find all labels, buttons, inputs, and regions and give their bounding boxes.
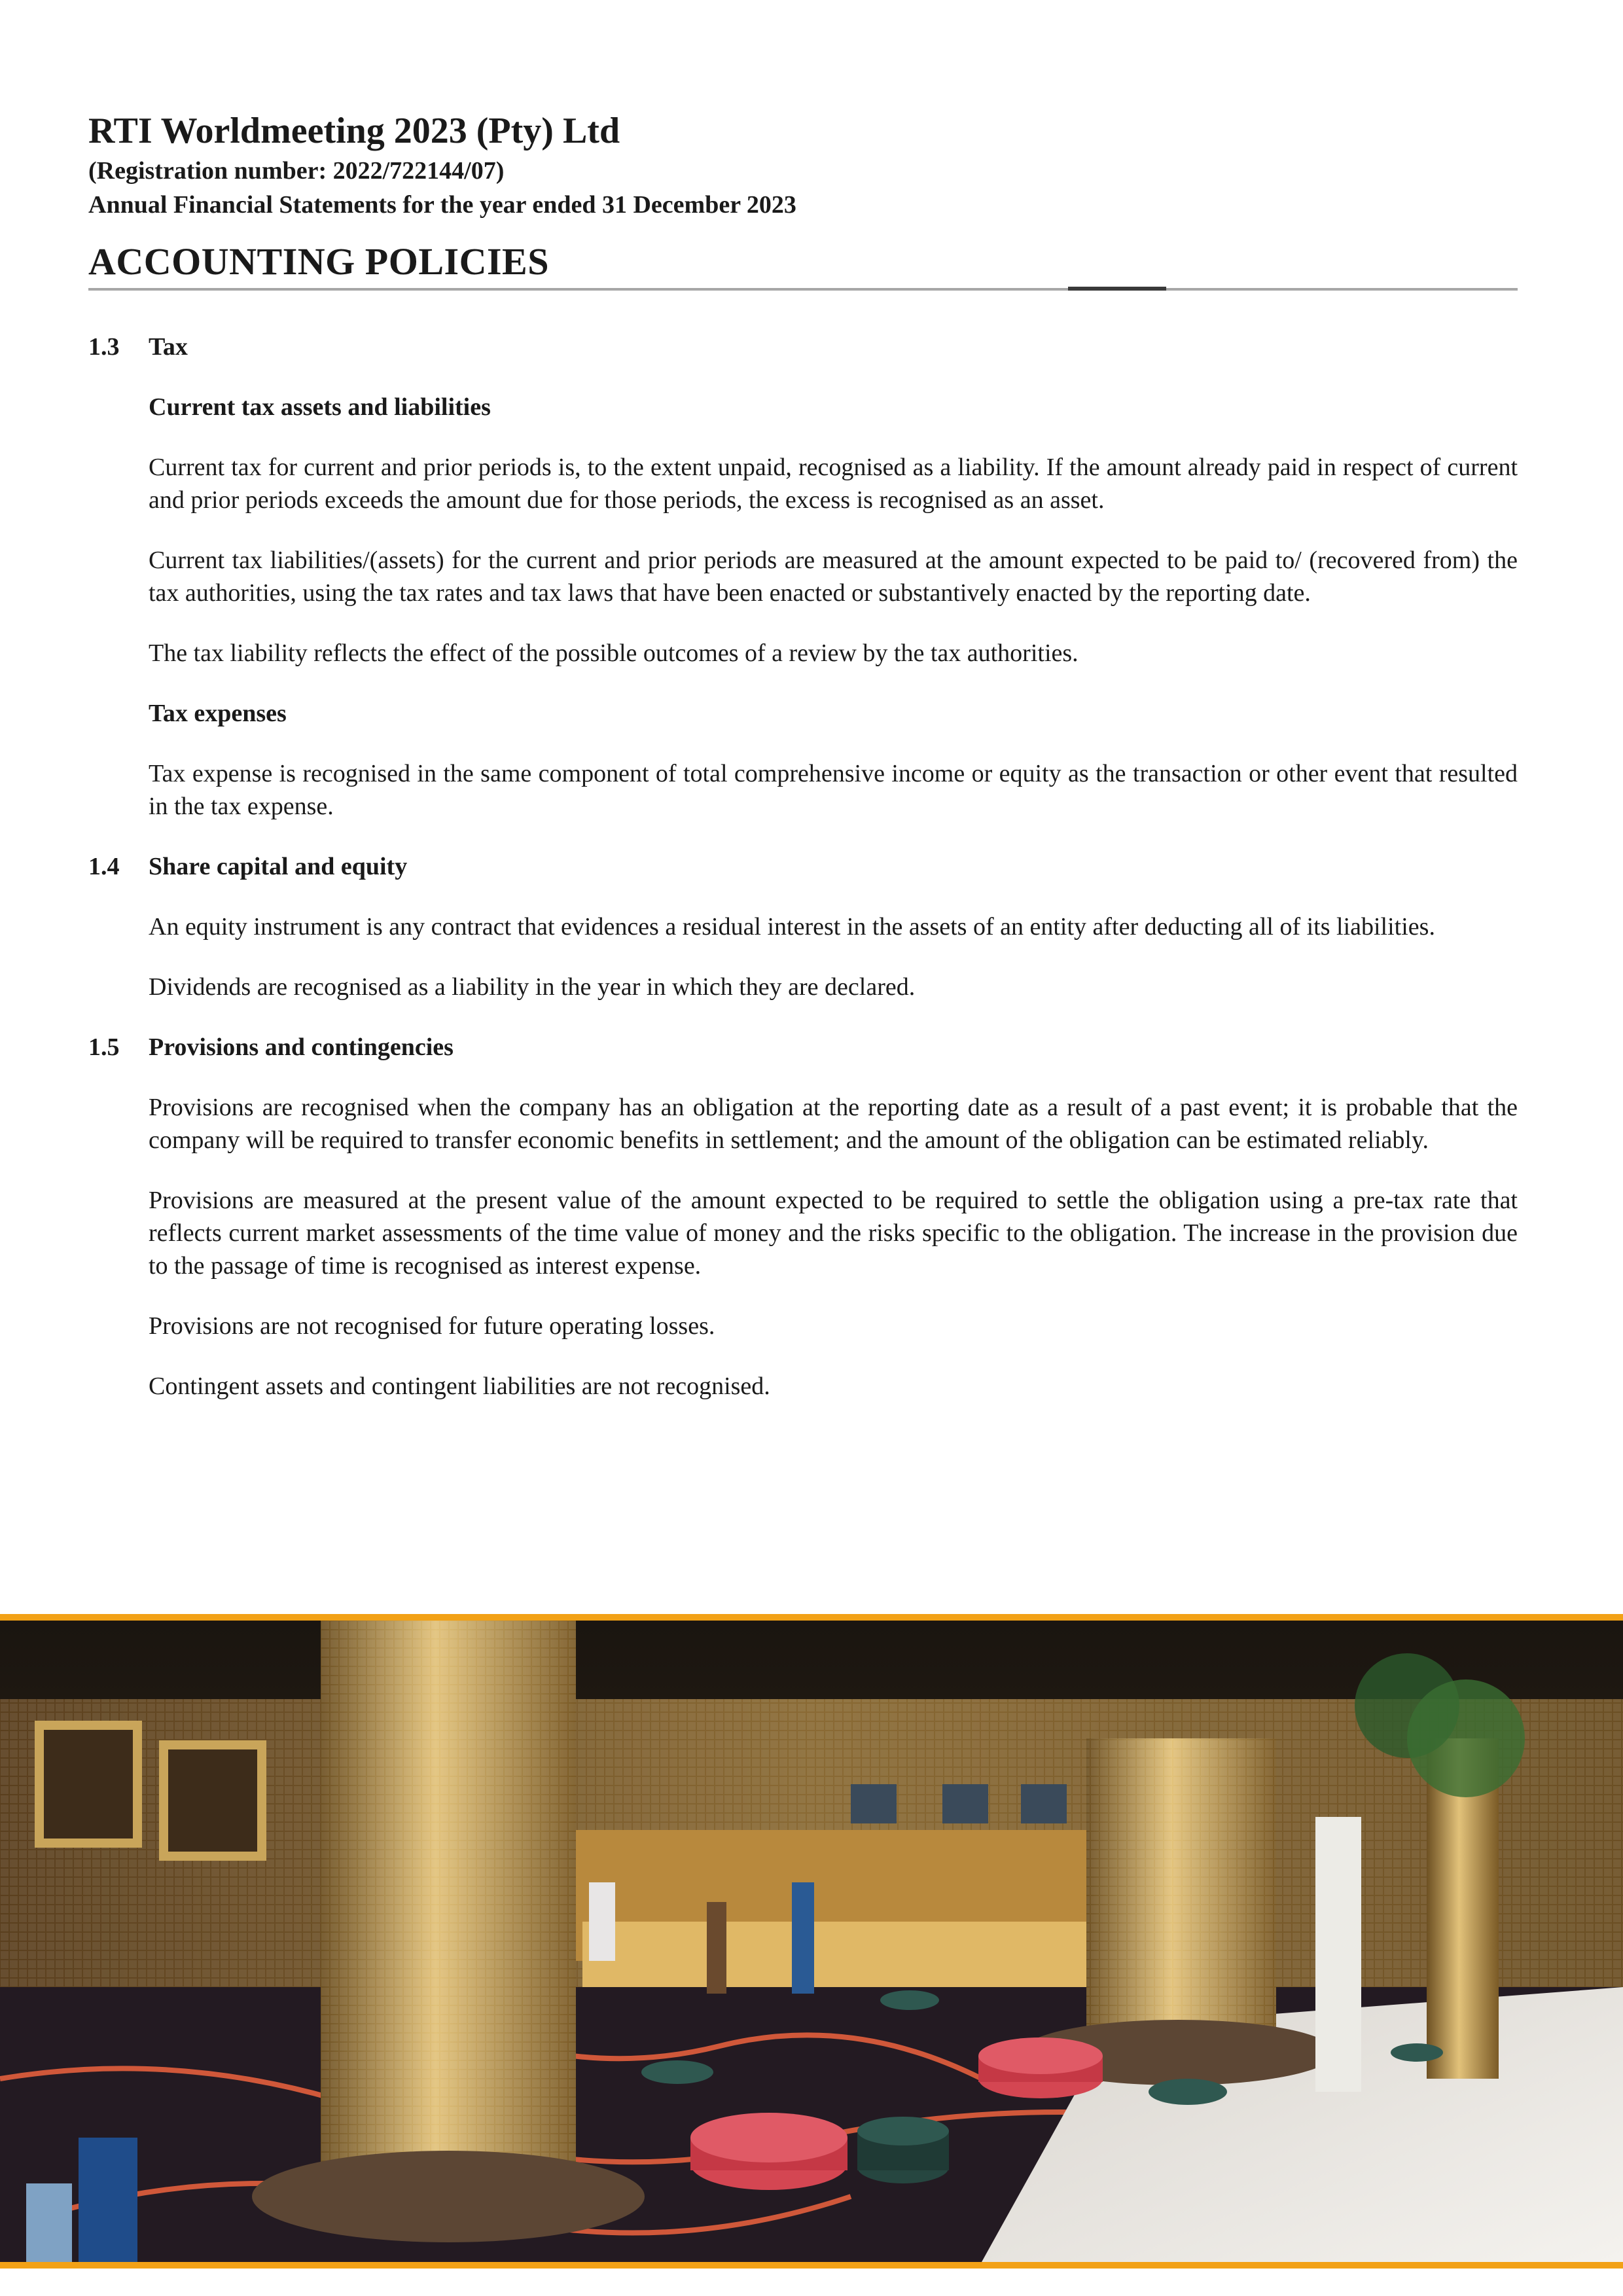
lobby-illustration — [0, 1621, 1623, 2262]
subheading-tax-expenses: Tax expenses — [149, 700, 287, 727]
paragraph: Provisions are recognised when the company has an obligation at the reporting date as a result of a past event; it is probable that the company will be required to transfer economic benefits in settlement; and the amount of the obligation can be estimated reliably. — [149, 1094, 1518, 1154]
paragraph: Contingent assets and contingent liabilities are not recognised. — [149, 1372, 770, 1400]
registration-number: (Registration number: 2022/722144/07) — [88, 157, 505, 185]
policies-body — [88, 331, 1518, 1430]
section-heading-tax — [88, 331, 1518, 363]
section-title: Share capital and equity — [149, 853, 408, 880]
section-number: 1.3 — [88, 333, 120, 361]
section-equity-body — [149, 910, 1518, 1003]
section-heading-provisions — [88, 1031, 1518, 1064]
page-title: ACCOUNTING POLICIES — [88, 240, 549, 283]
paragraph: Dividends are recognised as a liability in the year in which they are declared. — [149, 973, 916, 1001]
section-number: 1.4 — [88, 853, 120, 880]
section-title: Tax — [149, 333, 188, 361]
paragraph: An equity instrument is any contract that evidences a residual interest in the assets of an entity after deducting all of its liabilities. — [149, 913, 1435, 941]
paragraph: The tax liability reflects the effect of the possible outcomes of a review by the tax authorities. — [149, 639, 1079, 667]
section-number: 1.5 — [88, 1033, 120, 1061]
paragraph: Tax expense is recognised in the same component of total comprehensive income or equity as the transaction or other event that resulted in the tax expense. — [149, 760, 1518, 820]
company-name: RTI Worldmeeting 2023 (Pty) Ltd — [88, 111, 620, 151]
photo-border-top — [0, 1614, 1623, 1621]
section-title: Provisions and contingencies — [149, 1033, 454, 1061]
photo-border-bottom — [0, 2262, 1623, 2269]
subheading-current-tax: Current tax assets and liabilities — [149, 393, 491, 421]
paragraph: Provisions are measured at the present value of the amount expected to be required to settle the obligation using a pre-tax rate that reflects current market assessments of the time value of money and the risks specific to the obligation. The increase in the provision due to the passage of time is recognised as interest expense. — [149, 1187, 1518, 1280]
statement-period: Annual Financial Statements for the year ended 31 December 2023 — [88, 191, 796, 219]
document-header — [88, 108, 1518, 285]
paragraph: Current tax for current and prior periods is, to the extent unpaid, recognised as a liability. If the amount already paid in respect of current and prior periods exceeds the amount due for those periods, the excess is recognised as an asset. — [149, 454, 1518, 514]
paragraph: Provisions are not recognised for future operating losses. — [149, 1312, 715, 1340]
hotel-lobby-photo — [0, 1614, 1623, 2269]
section-tax-body — [149, 391, 1518, 823]
section-provisions-body — [149, 1091, 1518, 1403]
title-rule-accent — [1068, 287, 1166, 291]
paragraph: Current tax liabilities/(assets) for the current and prior periods are measured at the amount expected to be paid to/ (recovered from) the tax authorities, using the tax rates and tax laws that have been enacted or substantively enacted by the reporting date. — [149, 547, 1518, 607]
section-heading-equity — [88, 850, 1518, 883]
title-rule — [88, 288, 1518, 291]
